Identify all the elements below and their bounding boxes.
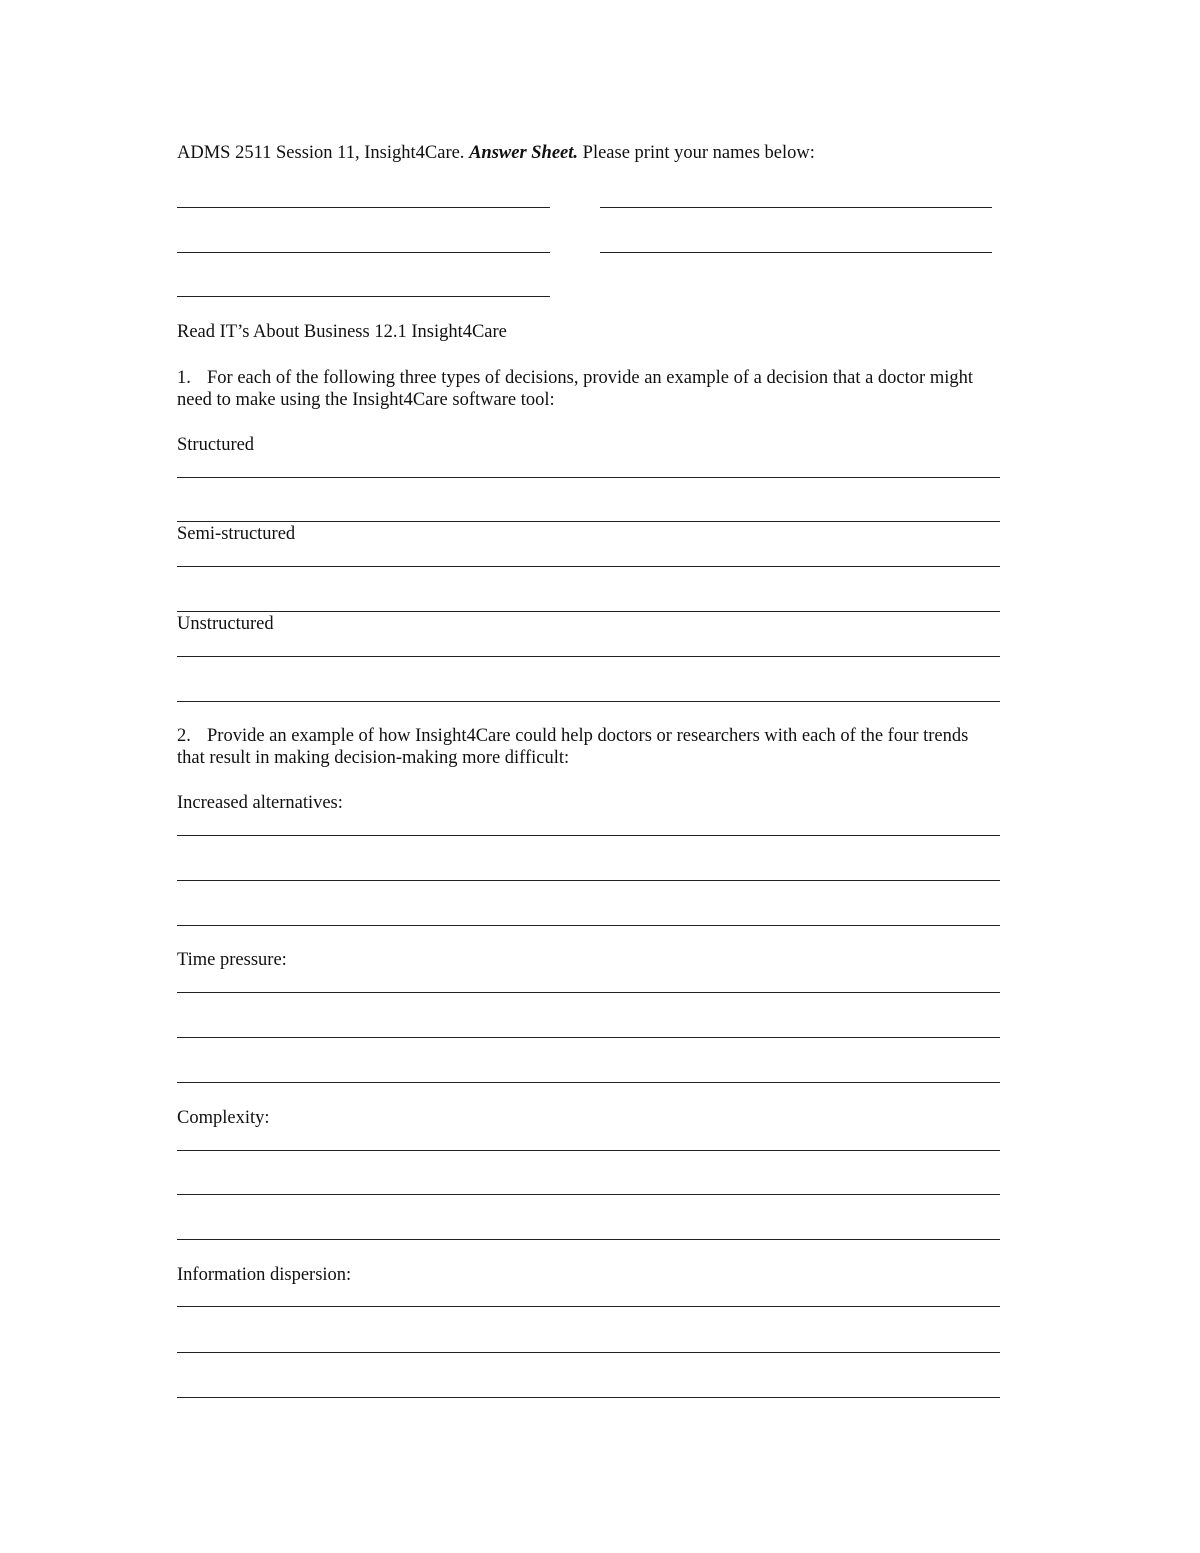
label-increased-alternatives: Increased alternatives: [177, 793, 343, 813]
answer-line-structured-2[interactable] [177, 521, 1000, 522]
name-blank-2[interactable] [600, 207, 992, 208]
label-structured: Structured [177, 435, 255, 455]
question-1-text [177, 367, 973, 389]
answer-line-dispersion-2[interactable] [177, 1352, 1000, 1353]
name-blank-4[interactable] [600, 252, 992, 253]
answer-line-structured-1[interactable] [177, 477, 1000, 478]
answer-sheet-label: Answer Sheet. [469, 143, 579, 163]
answer-line-unstructured-2[interactable] [177, 701, 1000, 702]
answer-line-time-2[interactable] [177, 1037, 1000, 1038]
answer-line-alternatives-3[interactable] [177, 925, 1000, 926]
course-session: ADMS 2511 Session 11, Insight4Care. [177, 143, 465, 163]
name-blank-1[interactable] [177, 207, 550, 208]
answer-line-dispersion-3[interactable] [177, 1397, 1000, 1398]
reading-instruction: Read IT’s About Business 12.1 Insight4Care [177, 322, 507, 342]
question-1-number: 1. [177, 368, 191, 388]
answer-line-semi-structured-2[interactable] [177, 611, 1000, 612]
label-unstructured: Unstructured [177, 614, 274, 634]
name-blank-5[interactable] [177, 296, 550, 297]
answer-line-complexity-1[interactable] [177, 1150, 1000, 1151]
document-title [177, 142, 815, 164]
question-2-line-1: Provide an example of how Insight4Care could help doctors or researchers with each of the four trends [207, 726, 969, 746]
answer-line-alternatives-1[interactable] [177, 835, 1000, 836]
answer-line-unstructured-1[interactable] [177, 656, 1000, 657]
answer-line-complexity-3[interactable] [177, 1239, 1000, 1240]
names-instruction: Please print your names below: [582, 143, 815, 163]
answer-line-alternatives-2[interactable] [177, 880, 1000, 881]
label-complexity: Complexity: [177, 1108, 270, 1128]
label-semi-structured: Semi-structured [177, 524, 296, 544]
question-2-number: 2. [177, 726, 191, 746]
answer-line-complexity-2[interactable] [177, 1194, 1000, 1195]
question-2-line-2: that result in making decision-making more difficult: [177, 748, 570, 768]
label-time-pressure: Time pressure: [177, 950, 287, 970]
answer-line-dispersion-1[interactable] [177, 1306, 1000, 1307]
question-2-text [177, 725, 968, 747]
answer-line-time-3[interactable] [177, 1082, 1000, 1083]
answer-line-time-1[interactable] [177, 992, 1000, 993]
question-1-line-1: For each of the following three types of decisions, provide an example of a decision that a doctor might [207, 368, 973, 388]
name-blank-3[interactable] [177, 252, 550, 253]
label-information-dispersion: Information dispersion: [177, 1265, 352, 1285]
question-1-line-2: need to make using the Insight4Care software tool: [177, 390, 555, 410]
answer-line-semi-structured-1[interactable] [177, 566, 1000, 567]
